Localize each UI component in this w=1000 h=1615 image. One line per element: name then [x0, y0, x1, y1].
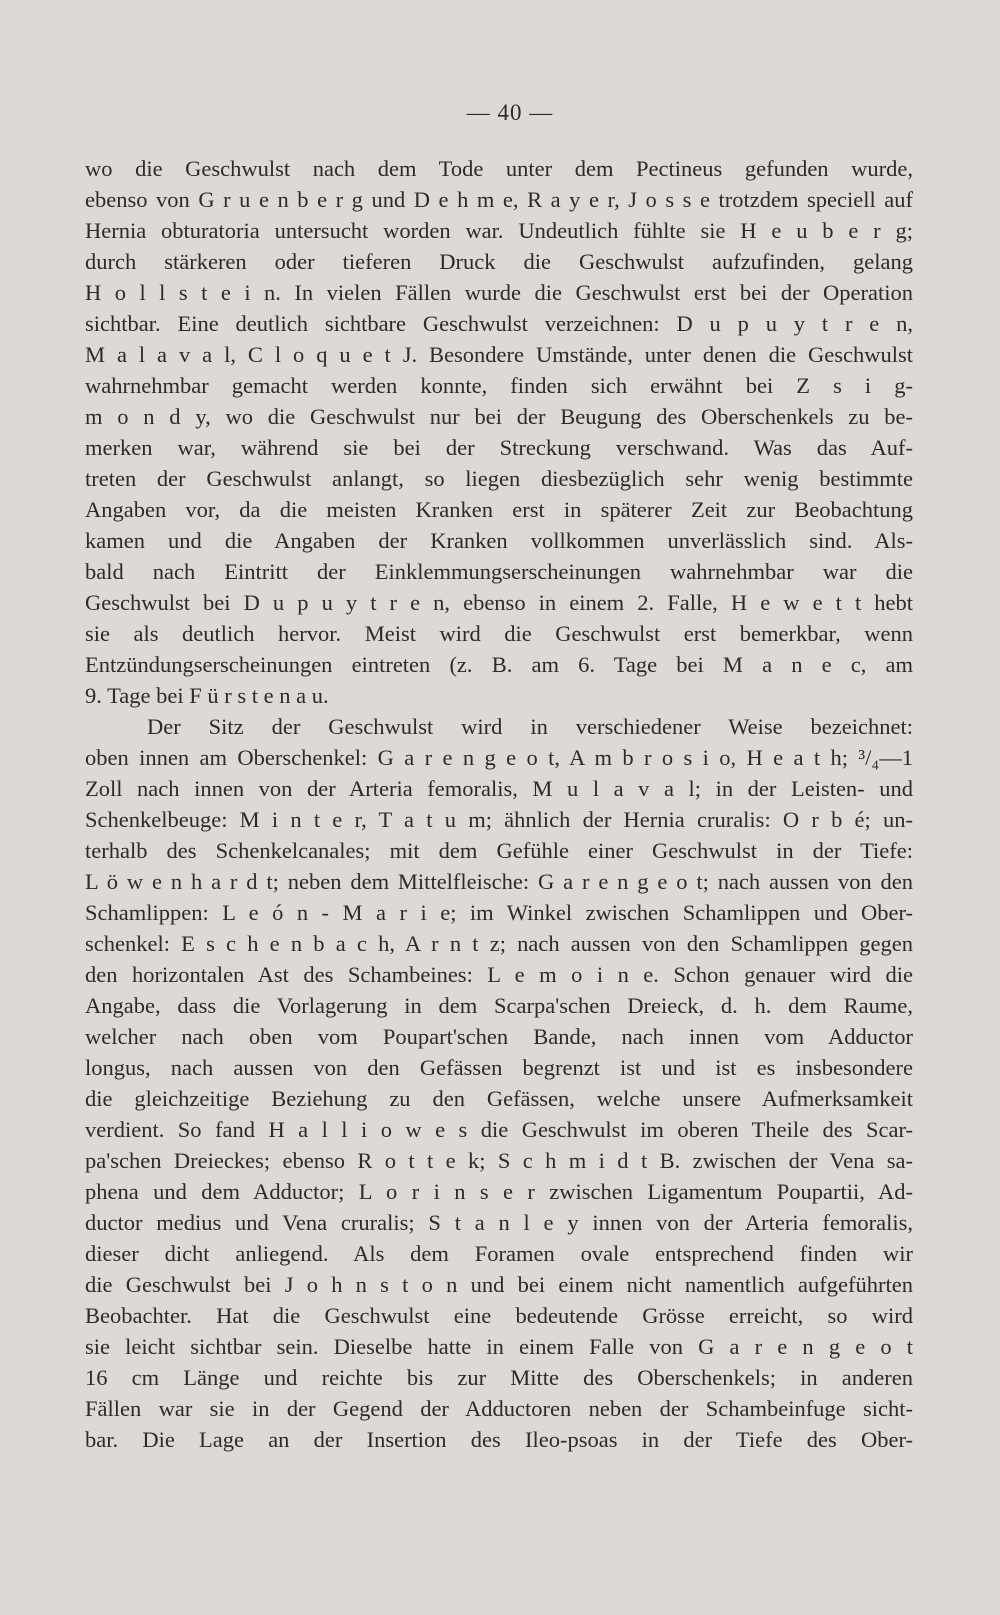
text-line: pa'schen Dreieckes; ebenso R o t t e k; S c h m i d t B. zwischen der Vena sa-	[85, 1148, 913, 1173]
text-line: Hernia obturatoria untersucht worden war. Undeutlich fühlte sie H e u b e r g;	[85, 218, 913, 243]
text-line: die Geschwulst bei J o h n s t o n und bei einem nicht namentlich aufgeführten	[85, 1272, 913, 1297]
text-line: wo die Geschwulst nach dem Tode unter dem Pectineus gefunden wurde,	[85, 156, 913, 181]
text-line: wahrnehmbar gemacht werden konnte, finden sich erwähnt bei Z s i g-	[85, 373, 913, 398]
text-line: sie leicht sichtbar sein. Dieselbe hatte in einem Falle von G a r e n g e o t	[85, 1334, 913, 1359]
text-line: sichtbar. Eine deutlich sichtbare Geschwulst verzeichnen: D u p u y t r e n,	[85, 311, 913, 336]
text-line: phena und dem Adductor; L o r i n s e r zwischen Ligamentum Poupartii, Ad-	[85, 1179, 913, 1204]
text-line: sie als deutlich hervor. Meist wird die Geschwulst erst bemerkbar, wenn	[85, 621, 913, 646]
paragraph-start-line: Der Sitz der Geschwulst wird in verschiedener Weise bezeichnet:	[147, 714, 913, 739]
text-line: dieser dicht anliegend. Als dem Foramen ovale entsprechend finden wir	[85, 1241, 913, 1266]
text-line: L ö w e n h a r d t; neben dem Mittelfleische: G a r e n g e o t; nach aussen von den	[85, 869, 913, 894]
text-line: ductor medius und Vena cruralis; S t a n l e y innen von der Arteria femoralis,	[85, 1210, 913, 1235]
text-line: den horizontalen Ast des Schambeines: L e m o i n e. Schon genauer wird die	[85, 962, 913, 987]
text-line: Beobachter. Hat die Geschwulst eine bedeutende Grösse erreicht, so wird	[85, 1303, 913, 1328]
text-line: Entzündungserscheinungen eintreten (z. B. am 6. Tage bei M a n e c, am	[85, 652, 913, 677]
text-line: M a l a v a l, C l o q u e t J. Besondere Umstände, unter denen die Geschwulst	[85, 342, 913, 367]
text-line: Geschwulst bei D u p u y t r e n, ebenso in einem 2. Falle, H e w e t t hebt	[85, 590, 913, 615]
text-line: Zoll nach innen von der Arteria femoralis, M u l a v a l; in der Leisten- und	[85, 776, 913, 801]
text-line: bar. Die Lage an der Insertion des Ileo-psoas in der Tiefe des Ober-	[85, 1427, 913, 1452]
text-line: m o n d y, wo die Geschwulst nur bei der Beugung des Oberschenkels zu be-	[85, 404, 913, 429]
text-line: treten der Geschwulst anlangt, so liegen diesbezüglich sehr wenig bestimmte	[85, 466, 913, 491]
text-line: terhalb des Schenkelcanales; mit dem Gefühle einer Geschwulst in der Tiefe:	[85, 838, 913, 863]
text-line: schenkel: E s c h e n b a c h, A r n t z; nach aussen von den Schamlippen gegen	[85, 931, 913, 956]
body-text	[85, 153, 913, 1455]
text-line: Angaben vor, da die meisten Kranken erst in späterer Zeit zur Beobachtung	[85, 497, 913, 522]
text-line: kamen und die Angaben der Kranken vollkommen unverlässlich sind. Als-	[85, 528, 913, 553]
text-line: merken war, während sie bei der Streckung verschwand. Was das Auf-	[85, 435, 913, 460]
text-line: H o l l s t e i n. In vielen Fällen wurde die Geschwulst erst bei der Operation	[85, 280, 913, 305]
page-number: — 40 —	[466, 100, 554, 125]
text-line: ebenso von G r u e n b e r g und D e h m e, R a y e r, J o s s e trotzdem speciell auf	[85, 187, 913, 212]
text-line: oben innen am Oberschenkel: G a r e n g e o t, A m b r o s i o, H e a t h; ³/₄—1	[85, 745, 913, 770]
text-line: Schamlippen: L e ó n - M a r i e; im Winkel zwischen Schamlippen und Ober-	[85, 900, 913, 925]
text-line: longus, nach aussen von den Gefässen begrenzt ist und ist es insbesondere	[85, 1055, 913, 1080]
text-line: Fällen war sie in der Gegend der Adductoren neben der Schambeinfuge sicht-	[85, 1396, 913, 1421]
text-line: bald nach Eintritt der Einklemmungserscheinungen wahrnehmbar war die	[85, 559, 913, 584]
text-line: welcher nach oben vom Poupart'schen Bande, nach innen vom Adductor	[85, 1024, 913, 1049]
paragraph-end-line: 9. Tage bei F ü r s t e n a u.	[85, 683, 329, 708]
text-line: die gleichzeitige Beziehung zu den Gefässen, welche unsere Aufmerksamkeit	[85, 1086, 913, 1111]
text-line: durch stärkeren oder tieferen Druck die Geschwulst aufzufinden, gelang	[85, 249, 913, 274]
text-line: verdient. So fand H a l l i o w e s die Geschwulst im oberen Theile des Scar-	[85, 1117, 913, 1142]
text-line: Angabe, dass die Vorlagerung in dem Scarpa'schen Dreieck, d. h. dem Raume,	[85, 993, 913, 1018]
text-line: 16 cm Länge und reichte bis zur Mitte des Oberschenkels; in anderen	[85, 1365, 913, 1390]
text-line: Schenkelbeuge: M i n t e r, T a t u m; ähnlich der Hernia cruralis: O r b é; un-	[85, 807, 913, 832]
